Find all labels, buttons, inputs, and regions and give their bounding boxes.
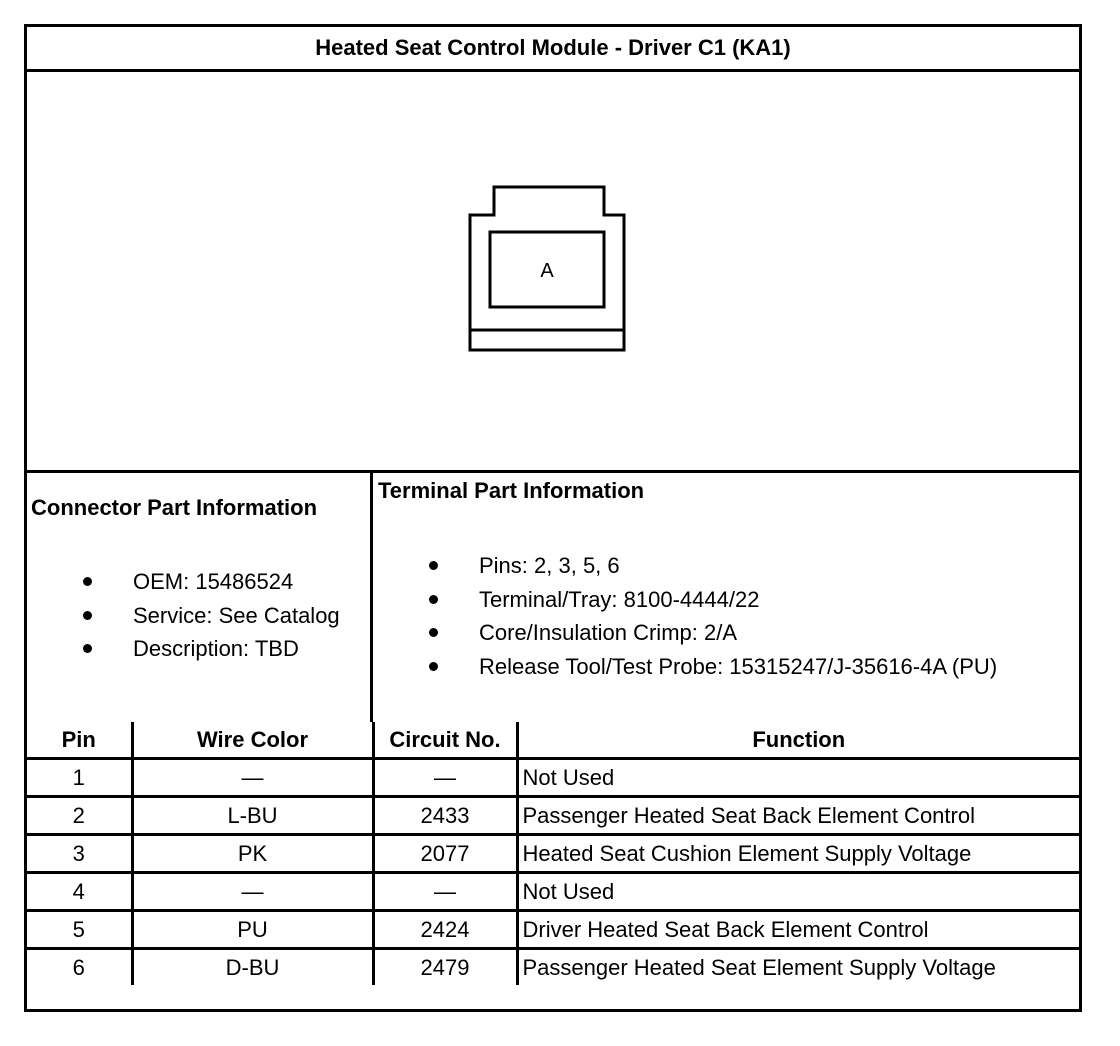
pin-cell: 4	[27, 873, 132, 911]
header-pin: Pin	[27, 722, 132, 759]
circuit-cell: 2479	[373, 949, 517, 986]
circuit-cell: —	[373, 759, 517, 797]
terminal-part-item: Release Tool/Test Probe: 15315247/J-35616-4A (PU)	[429, 650, 997, 684]
wire-color-cell: D-BU	[132, 949, 373, 986]
pin-cell: 2	[27, 797, 132, 835]
wire-color-cell: PK	[132, 835, 373, 873]
pin-cell: 5	[27, 911, 132, 949]
wire-color-cell: L-BU	[132, 797, 373, 835]
cavity-label: A	[540, 260, 554, 282]
diagram-divider	[27, 470, 1079, 473]
header-circuit-no: Circuit No.	[373, 722, 517, 759]
terminal-part-heading: Terminal Part Information	[378, 478, 645, 503]
table-row	[27, 949, 1079, 986]
wire-color-cell: —	[132, 759, 373, 797]
title-divider	[27, 69, 1079, 72]
connector-part-section	[31, 495, 317, 521]
function-cell: Heated Seat Cushion Element Supply Voltage	[517, 835, 1079, 873]
table-row	[27, 797, 1079, 835]
connector-part-item: OEM: 15486524	[83, 565, 340, 599]
connector-part-item: Service: See Catalog	[83, 599, 340, 633]
function-cell: Passenger Heated Seat Back Element Control	[517, 797, 1079, 835]
wire-color-cell: PU	[132, 911, 373, 949]
connector-part-list	[83, 565, 340, 666]
header-function: Function	[517, 722, 1079, 759]
table-row	[27, 911, 1079, 949]
pin-cell: 1	[27, 759, 132, 797]
circuit-cell: —	[373, 873, 517, 911]
pin-table-header	[27, 722, 1079, 759]
connector-part-item: Description: TBD	[83, 632, 340, 666]
table-row	[27, 835, 1079, 873]
function-cell: Passenger Heated Seat Element Supply Voltage	[517, 949, 1079, 986]
terminal-part-item: Terminal/Tray: 8100-4444/22	[429, 583, 997, 617]
connector-part-heading: Connector Part Information	[31, 495, 318, 520]
terminal-part-item: Pins: 2, 3, 5, 6	[429, 549, 997, 583]
function-cell: Not Used	[517, 759, 1079, 797]
circuit-cell: 2424	[373, 911, 517, 949]
circuit-cell: 2077	[373, 835, 517, 873]
part-info-divider	[370, 470, 373, 722]
wire-color-cell: —	[132, 873, 373, 911]
header-wire-color: Wire Color	[132, 722, 373, 759]
sheet-title: Heated Seat Control Module - Driver C1 (KA1)	[315, 35, 791, 60]
table-row	[27, 873, 1079, 911]
function-cell: Driver Heated Seat Back Element Control	[517, 911, 1079, 949]
terminal-part-item: Core/Insulation Crimp: 2/A	[429, 616, 997, 650]
pin-cell: 6	[27, 949, 132, 986]
terminal-part-list	[429, 549, 997, 683]
connector-sheet	[24, 24, 1082, 1012]
pin-table	[27, 722, 1079, 985]
connector-face-diagram	[467, 184, 627, 354]
function-cell: Not Used	[517, 873, 1079, 911]
pin-cell: 3	[27, 835, 132, 873]
circuit-cell: 2433	[373, 797, 517, 835]
terminal-part-section	[378, 478, 644, 504]
table-row	[27, 759, 1079, 797]
